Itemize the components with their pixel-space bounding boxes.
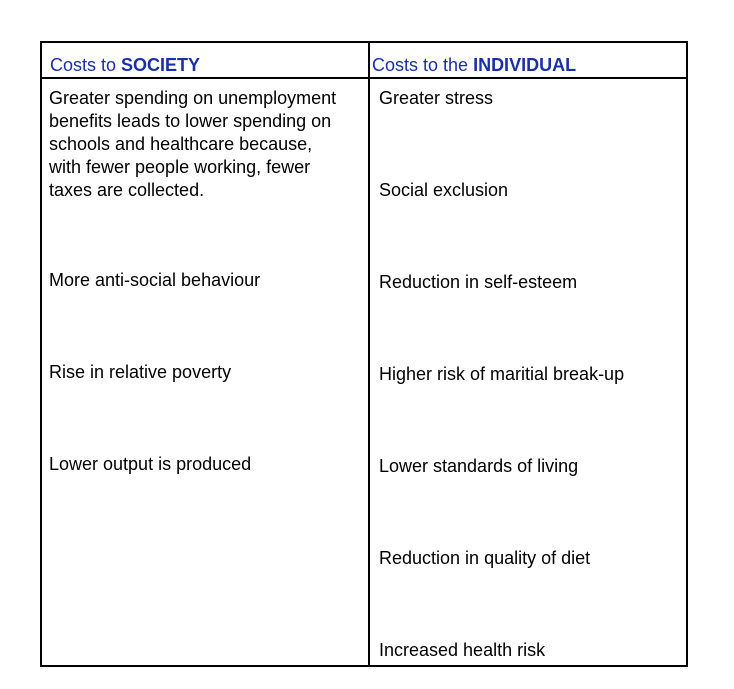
society-cost-spending-line: schools and healthcare because, bbox=[49, 134, 313, 154]
society-cost-spending-line: benefits leads to lower spending on bbox=[49, 111, 332, 131]
individual-cost-item: Social exclusion bbox=[379, 180, 509, 200]
header-society bbox=[50, 54, 200, 76]
column-divider bbox=[368, 43, 370, 665]
society-cost-spending-line: with fewer people working, fewer bbox=[49, 157, 311, 177]
society-cost-spending-line: taxes are collected. bbox=[49, 180, 205, 200]
individual-cost-item: Reduction in self-esteem bbox=[379, 272, 578, 292]
header-society-bold: SOCIETY bbox=[121, 55, 201, 75]
individual-cost-item: Reduction in quality of diet bbox=[379, 548, 591, 568]
individual-cost-item: Increased health risk bbox=[379, 640, 546, 660]
individual-cost-item: Higher risk of maritial break-up bbox=[379, 364, 625, 384]
individual-cost-item: Lower standards of living bbox=[379, 456, 579, 476]
header-individual-prefix: Costs to the bbox=[372, 55, 474, 75]
header-society-prefix: Costs to bbox=[50, 55, 122, 75]
header-individual-bold: INDIVIDUAL bbox=[473, 55, 577, 75]
society-cost-spending-line: Greater spending on unemployment bbox=[49, 88, 337, 108]
header-individual bbox=[372, 54, 576, 76]
society-cost-item: More anti-social behaviour bbox=[49, 270, 261, 290]
costs-table bbox=[40, 41, 688, 667]
society-cost-item: Lower output is produced bbox=[49, 454, 252, 474]
society-cost-spending bbox=[49, 87, 336, 202]
society-cost-item: Rise in relative poverty bbox=[49, 362, 232, 382]
individual-cost-item: Greater stress bbox=[379, 88, 494, 108]
header-divider bbox=[42, 77, 686, 79]
